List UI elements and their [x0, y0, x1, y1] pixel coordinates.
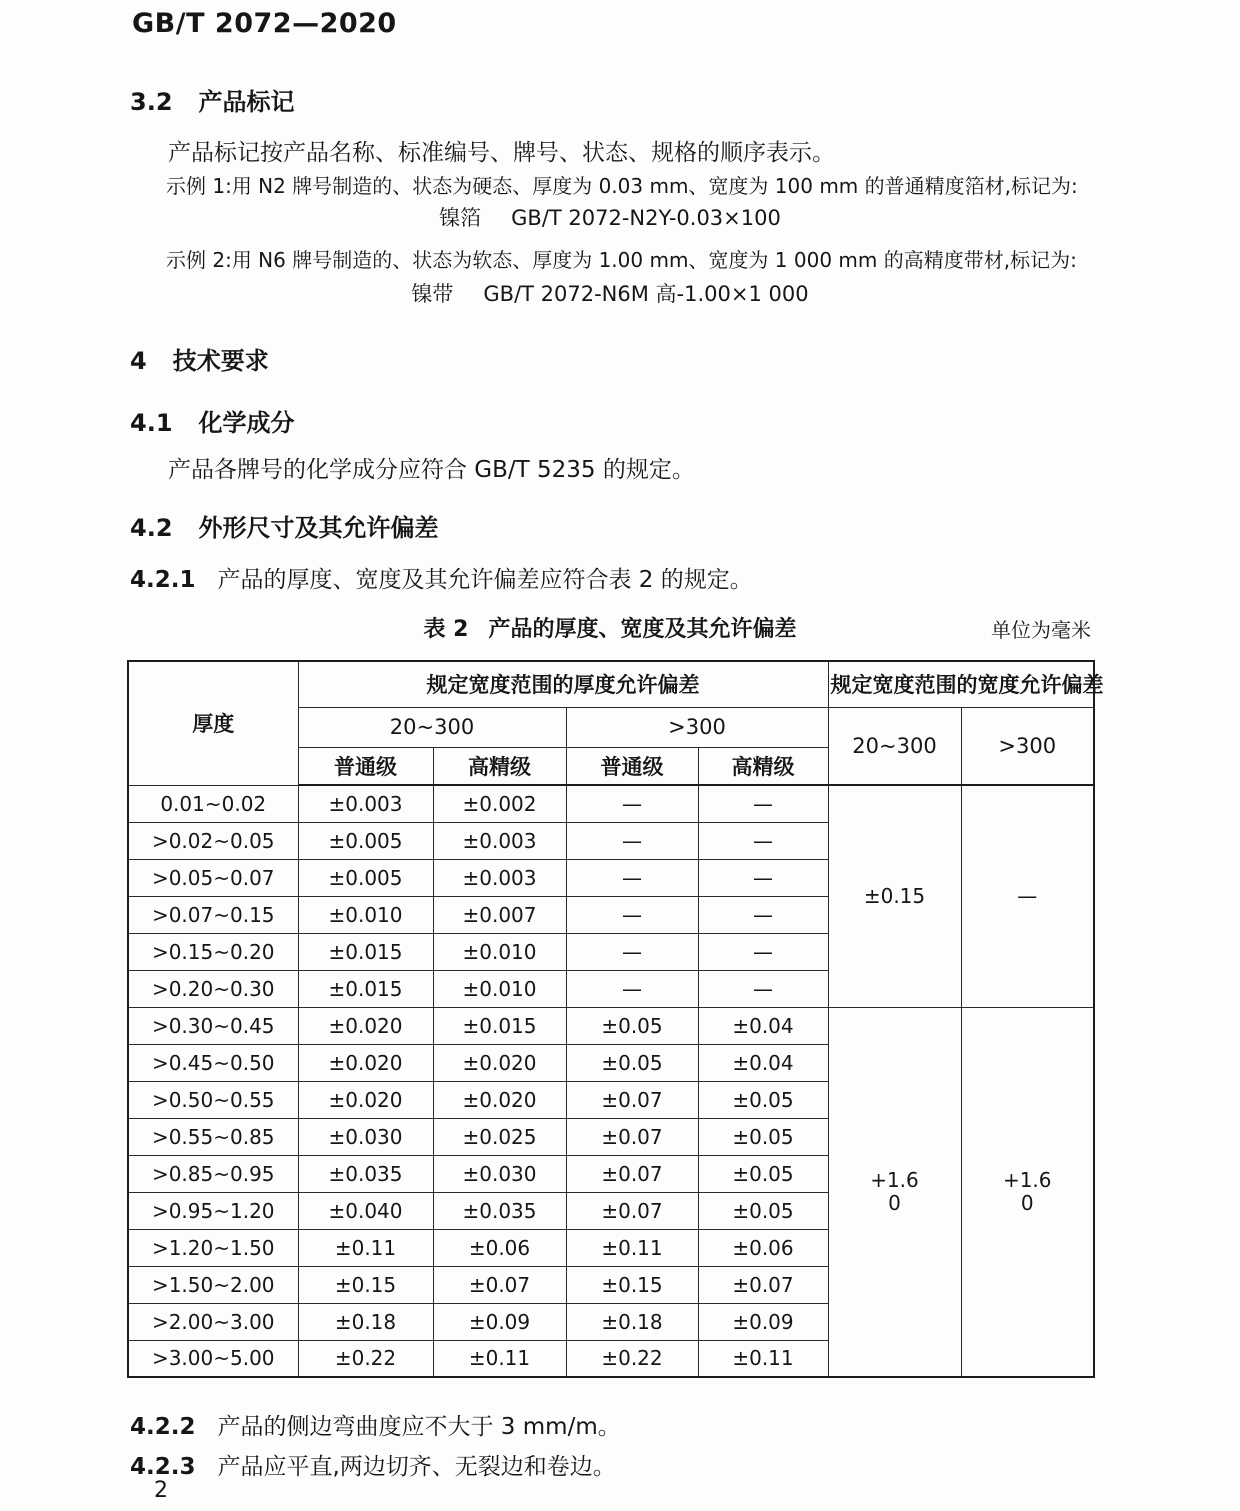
table-2	[127, 660, 1104, 1378]
table-2-header	[128, 661, 1104, 785]
col-grade-ordinary-2: 普通级	[566, 747, 698, 785]
col-grade-high-1: 高精级	[433, 747, 566, 785]
tolerance-cell: ±0.015	[433, 1007, 566, 1044]
tolerance-cell: ±0.05	[698, 1081, 828, 1118]
standard-number: GB/T 2072—2020	[132, 8, 397, 39]
col-header-thickness: 厚度	[128, 661, 298, 785]
thickness-cell: >0.20~0.30	[128, 970, 298, 1007]
tolerance-cell: —	[698, 896, 828, 933]
tolerance-cell: —	[698, 970, 828, 1007]
width-tolerance-cell: ±0.15	[828, 785, 961, 1007]
paragraph-3-2: 产品标记按产品名称、标准编号、牌号、状态、规格的顺序表示。	[168, 140, 835, 166]
thickness-cell: >0.15~0.20	[128, 933, 298, 970]
example-1-label: 示例 1:用 N2 牌号制造的、状态为硬态、厚度为 0.03 mm、宽度为 100 mm 的普通精度箔材,标记为:	[166, 174, 1078, 198]
thickness-cell: >0.85~0.95	[128, 1155, 298, 1192]
example-2-mark-code: GB/T 2072-N6M 高-1.00×1 000	[483, 282, 809, 306]
table-caption-title: 产品的厚度、宽度及其允许偏差	[488, 617, 797, 642]
clause-4-2-2	[130, 1408, 621, 1441]
tolerance-cell: —	[566, 859, 698, 896]
col-range-20-300-width: 20~300	[828, 707, 961, 785]
tolerance-cell: ±0.020	[433, 1081, 566, 1118]
thickness-cell: >1.50~2.00	[128, 1266, 298, 1303]
example-1-mark-name: 镍箔	[439, 206, 482, 230]
example-2-label: 示例 2:用 N6 牌号制造的、状态为软态、厚度为 1.00 mm、宽度为 1 000 mm 的高精度带材,标记为:	[166, 248, 1077, 272]
tolerance-cell: ±0.05	[698, 1192, 828, 1229]
tolerance-cell: —	[566, 896, 698, 933]
thickness-cell: >0.07~0.15	[128, 896, 298, 933]
tolerance-cell: —	[566, 785, 698, 822]
heading-4	[130, 341, 269, 376]
col-grade-high-2: 高精级	[698, 747, 828, 785]
tolerance-cell: ±0.020	[298, 1007, 433, 1044]
tolerance-cell: ±0.003	[433, 859, 566, 896]
col-grade-ordinary-1: 普通级	[298, 747, 433, 785]
tolerance-cell: ±0.005	[298, 822, 433, 859]
tolerance-line: +1.6	[1002, 1167, 1052, 1192]
clause-4-2-2-text: 产品的侧边弯曲度应不大于 3 mm/m。	[217, 1414, 621, 1440]
tolerance-cell: ±0.015	[298, 933, 433, 970]
tolerance-cell: ±0.18	[298, 1303, 433, 1340]
tolerance-cell: ±0.07	[566, 1192, 698, 1229]
heading-3-2-number: 3.2	[130, 88, 173, 116]
heading-4-2-number: 4.2	[130, 514, 173, 542]
tolerance-cell: ±0.040	[298, 1192, 433, 1229]
table-row	[128, 1007, 1094, 1044]
tolerance-line: 0	[888, 1190, 901, 1215]
tolerance-cell: ±0.003	[298, 785, 433, 822]
tolerance-cell: ±0.06	[698, 1229, 828, 1266]
width-tolerance-cell	[828, 1007, 961, 1377]
clause-4-2-2-number: 4.2.2	[130, 1414, 196, 1440]
tolerance-cell: ±0.06	[433, 1229, 566, 1266]
thickness-cell: >0.02~0.05	[128, 822, 298, 859]
tolerance-cell: ±0.015	[298, 970, 433, 1007]
heading-4-1	[130, 403, 295, 438]
tolerance-line: 0	[1020, 1190, 1034, 1215]
width-tolerance-cell: —	[961, 785, 1094, 1007]
tolerance-cell: ±0.04	[698, 1044, 828, 1081]
tolerance-cell: —	[698, 933, 828, 970]
thickness-cell: >0.55~0.85	[128, 1118, 298, 1155]
heading-4-2-title: 外形尺寸及其允许偏差	[198, 514, 439, 542]
tolerance-cell: ±0.010	[298, 896, 433, 933]
heading-3-2-title: 产品标记	[198, 88, 295, 116]
clause-4-2-1-text: 产品的厚度、宽度及其允许偏差应符合表 2 的规定。	[217, 567, 753, 593]
col-group-thickness-tolerance: 规定宽度范围的厚度允许偏差	[298, 661, 828, 707]
heading-4-number: 4	[130, 347, 147, 375]
tolerance-cell: ±0.030	[298, 1118, 433, 1155]
tolerance-line: +1.6	[870, 1167, 919, 1192]
tolerance-cell: ±0.020	[433, 1044, 566, 1081]
thickness-cell: >0.30~0.45	[128, 1007, 298, 1044]
table-caption-number: 表 2	[423, 617, 469, 642]
width-tolerance-cell	[961, 1007, 1094, 1377]
clause-4-2-3-number: 4.2.3	[130, 1454, 196, 1480]
example-1-mark-code: GB/T 2072-N2Y-0.03×100	[511, 206, 781, 230]
paragraph-4-1: 产品各牌号的化学成分应符合 GB/T 5235 的规定。	[168, 457, 695, 483]
tolerance-cell: ±0.09	[698, 1303, 828, 1340]
clause-4-2-1	[130, 561, 753, 594]
tolerance-cell: ±0.11	[566, 1229, 698, 1266]
thickness-cell: >1.20~1.50	[128, 1229, 298, 1266]
tolerance-cell: ±0.07	[433, 1266, 566, 1303]
table-caption-row	[127, 612, 1093, 646]
tolerance-cell: ±0.05	[698, 1118, 828, 1155]
table-row	[128, 785, 1094, 822]
heading-3-2	[130, 82, 295, 117]
page-number: 2	[154, 1478, 168, 1503]
tolerance-cell: ±0.07	[566, 1081, 698, 1118]
col-group-width-tolerance: 规定宽度范围的宽度允许偏差	[828, 661, 1094, 707]
col-range-gt300-width: >300	[961, 707, 1094, 785]
thickness-cell: >3.00~5.00	[128, 1340, 298, 1377]
clause-4-2-3	[130, 1448, 616, 1481]
tolerance-cell: ±0.07	[698, 1266, 828, 1303]
tolerance-cell: ±0.010	[433, 933, 566, 970]
tolerance-cell: ±0.020	[298, 1081, 433, 1118]
tolerance-cell: ±0.18	[566, 1303, 698, 1340]
example-2-mark-name: 镍带	[411, 282, 454, 306]
tolerance-cell: —	[698, 859, 828, 896]
thickness-cell: >0.45~0.50	[128, 1044, 298, 1081]
tolerance-cell: ±0.030	[433, 1155, 566, 1192]
col-range-gt300-thickness: >300	[566, 707, 828, 747]
tolerance-cell: ±0.035	[433, 1192, 566, 1229]
thickness-cell: >2.00~3.00	[128, 1303, 298, 1340]
tolerance-cell: —	[698, 785, 828, 822]
tolerance-cell: ±0.05	[566, 1044, 698, 1081]
thickness-cell: >0.95~1.20	[128, 1192, 298, 1229]
col-range-20-300-thickness: 20~300	[298, 707, 566, 747]
tolerance-cell: ±0.035	[298, 1155, 433, 1192]
example-1-mark	[127, 202, 1093, 232]
tolerance-cell: ±0.09	[433, 1303, 566, 1340]
tolerance-cell: ±0.11	[298, 1229, 433, 1266]
table-header-row-1	[128, 661, 1094, 707]
unit-note: 单位为毫米	[991, 618, 1091, 642]
heading-4-1-number: 4.1	[130, 409, 173, 437]
tolerance-cell: ±0.002	[433, 785, 566, 822]
heading-4-2	[130, 508, 439, 543]
tolerance-cell: —	[566, 933, 698, 970]
clause-4-2-1-number: 4.2.1	[130, 567, 196, 593]
table-body	[128, 785, 1094, 1377]
tolerance-cell: ±0.05	[566, 1007, 698, 1044]
thickness-cell: >0.50~0.55	[128, 1081, 298, 1118]
tolerance-cell: ±0.020	[298, 1044, 433, 1081]
tolerance-cell: —	[566, 822, 698, 859]
heading-4-1-title: 化学成分	[198, 409, 295, 437]
tolerance-cell: ±0.11	[433, 1340, 566, 1377]
thickness-cell: 0.01~0.02	[128, 785, 298, 822]
tolerance-cell: ±0.22	[298, 1340, 433, 1377]
tolerance-cell: —	[566, 970, 698, 1007]
tolerance-cell: ±0.007	[433, 896, 566, 933]
tolerance-cell: ±0.15	[566, 1266, 698, 1303]
tolerance-cell: ±0.07	[566, 1155, 698, 1192]
tolerance-cell: ±0.010	[433, 970, 566, 1007]
tolerance-cell: ±0.05	[698, 1155, 828, 1192]
tolerance-cell: ±0.04	[698, 1007, 828, 1044]
thickness-cell: >0.05~0.07	[128, 859, 298, 896]
tolerance-cell: ±0.11	[698, 1340, 828, 1377]
tolerance-cell: ±0.22	[566, 1340, 698, 1377]
clause-4-2-3-text: 产品应平直,两边切齐、无裂边和卷边。	[217, 1454, 616, 1480]
tolerance-cell: ±0.025	[433, 1118, 566, 1155]
tolerance-cell: ±0.005	[298, 859, 433, 896]
example-2-mark	[127, 278, 1093, 308]
tolerance-cell: ±0.15	[298, 1266, 433, 1303]
heading-4-title: 技术要求	[172, 347, 269, 375]
tolerance-cell: ±0.07	[566, 1118, 698, 1155]
table-caption	[127, 612, 1093, 643]
tolerance-cell: ±0.003	[433, 822, 566, 859]
tolerance-cell: —	[698, 822, 828, 859]
